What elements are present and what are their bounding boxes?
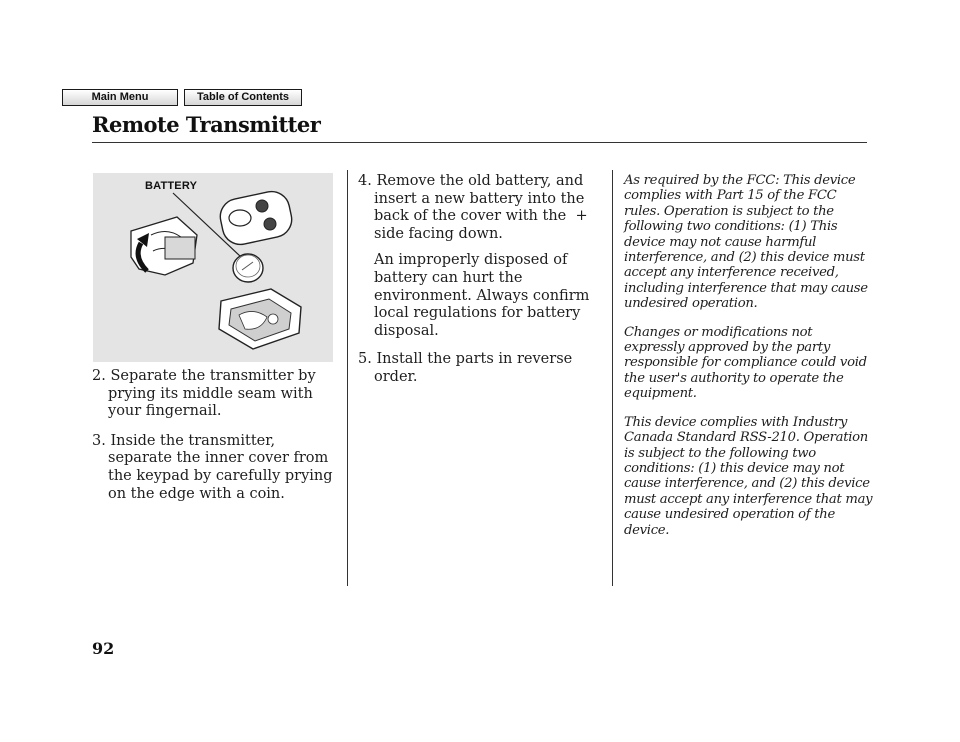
transmitter-battery-drawing — [93, 173, 333, 362]
main-menu-button[interactable]: Main Menu — [62, 89, 178, 106]
column-middle — [358, 173, 610, 399]
column-left — [92, 368, 342, 515]
page-number: 92 — [92, 639, 115, 658]
battery-label: BATTERY — [145, 180, 198, 192]
page-title: Remote Transmitter — [92, 112, 321, 137]
column-right — [624, 173, 874, 551]
step-3: 3. Inside the transmitter, separate the inner cover from the keypad by carefully prying on the edge with a coin. — [92, 432, 333, 502]
table-of-contents-button[interactable]: Table of Contents — [184, 89, 302, 106]
modifications-notice: Changes or modifications not expressly approved by the party responsible for compliance could void the user's authority to operate the equipment. — [624, 324, 867, 402]
column-divider-left — [347, 170, 348, 586]
fcc-notice: As required by the FCC: This device complies with Part 15 of the FCC rules. Operation is subject to the following two conditions: (1) This device may not cause harmful interference, and (2) this device must accept any interference received, including interference that may cause undesired operation. — [624, 173, 868, 312]
industry-canada-notice: This device complies with Industry Canada Standard RSS-210. Operation is subject to the following two conditions: (1) this device may not cause interference, and (2) this device must accept any interference that may cause undesired operation of the device. — [624, 414, 873, 538]
title-divider — [92, 142, 867, 143]
step-4-disposal-note: An improperly disposed of battery can hurt the environment. Always confirm local regulations for battery disposal. — [374, 252, 590, 339]
battery-illustration — [93, 173, 333, 362]
step-5: 5. Install the parts in reverse order. — [358, 351, 573, 385]
step-4: 4. Remove the old battery, and insert a new battery into the back of the cover with the + side facing down. — [358, 173, 593, 242]
step-2: 2. Separate the transmitter by prying its middle seam with your fingernail. — [92, 368, 316, 420]
column-divider-right — [612, 170, 613, 586]
